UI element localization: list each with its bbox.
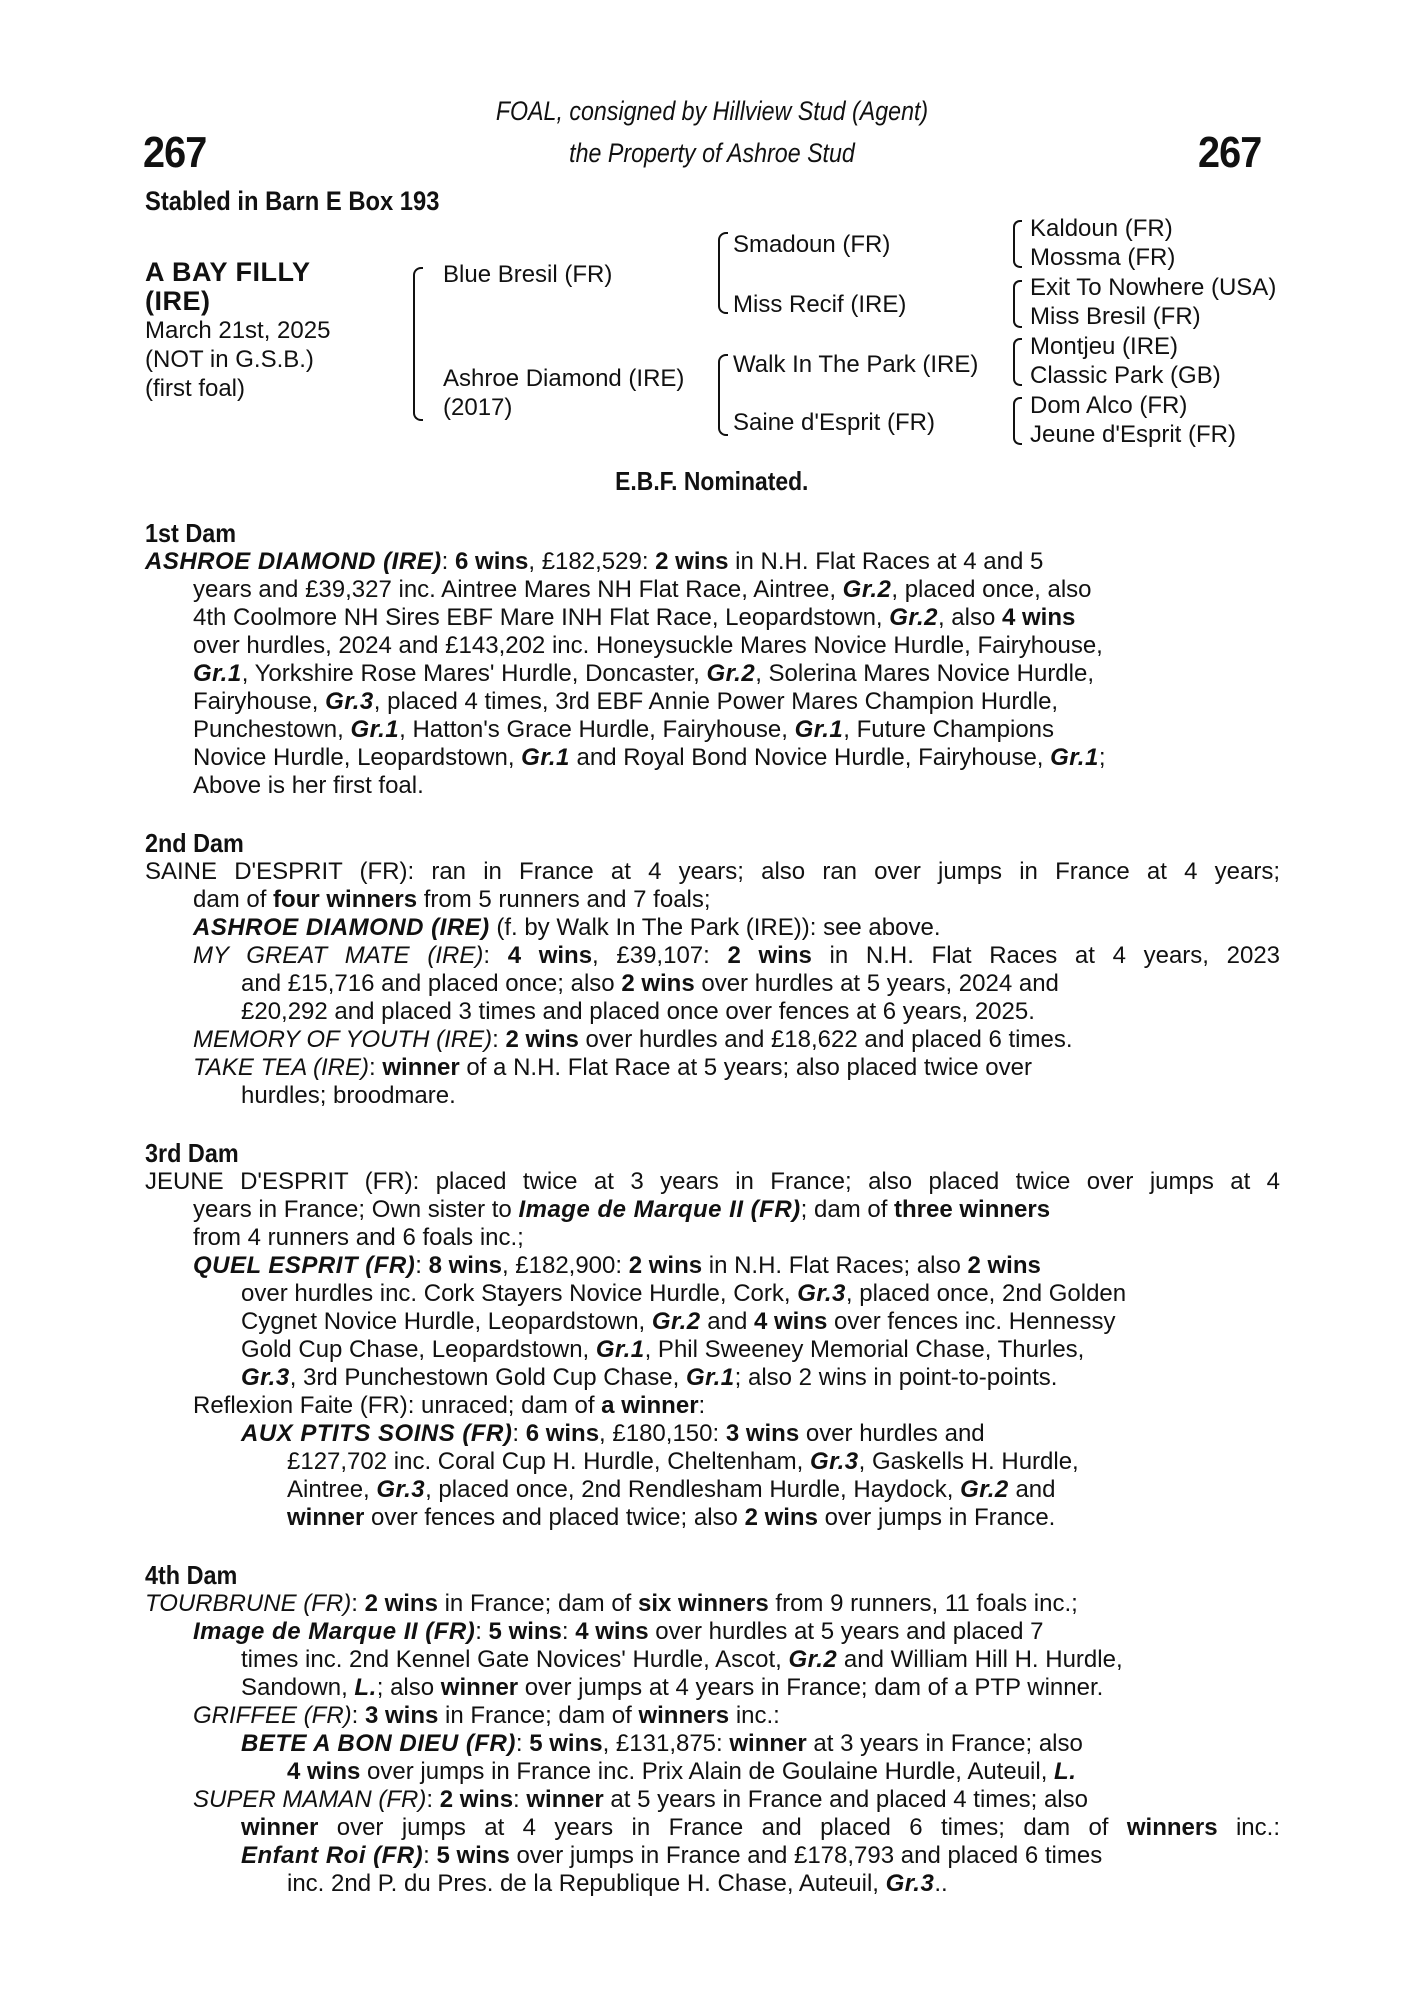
text-line <box>241 1674 1280 1702</box>
text-line <box>193 576 1280 604</box>
line-text: 4th Coolmore NH Sires EBF Mare INH Flat Race, Leopardstown, <box>193 604 890 631</box>
ss-sire: Kaldoun (FR) <box>1030 215 1173 242</box>
emphasis-text: Image de Marque II (FR) <box>193 1618 476 1645</box>
section-title: 4th Dam <box>145 1560 238 1590</box>
emphasis-text: Gr.2 <box>960 1476 1009 1503</box>
line-text: hurdles; broodmare. <box>241 1082 456 1109</box>
line-text: £20,292 and placed 3 times and placed once over fences at 6 years, 2025. <box>241 998 1035 1025</box>
line-text: , £39,107: <box>592 942 728 969</box>
emphasis-text: Gr.2 <box>842 576 892 603</box>
bold-text: 2 wins <box>364 1590 438 1617</box>
ebf-nominated <box>0 466 1424 497</box>
text-line <box>241 1308 1280 1336</box>
line-text: over jumps in France and £178,793 and placed 6 times <box>509 1842 1103 1869</box>
line-text: : <box>351 1590 365 1617</box>
emphasis-text: Gr.1 <box>1050 744 1099 771</box>
line-text: Gold Cup Chase, Leopardstown, <box>241 1336 596 1363</box>
line-text: and William Hill H. Hurdle, <box>837 1646 1123 1673</box>
text-line <box>193 744 1280 772</box>
line-text: : <box>512 1420 526 1447</box>
emphasis-text: Gr.2 <box>788 1646 838 1673</box>
line-text: Fairyhouse, <box>193 688 326 715</box>
emphasis-text: Gr.1 <box>595 1336 645 1363</box>
pedigree-brace <box>718 232 728 314</box>
line-text: ; dam of <box>800 1196 895 1223</box>
line-text: over hurdles, 2024 and £143,202 inc. Honeysuckle Mares Novice Hurdle, Fairyhouse, <box>193 632 1103 659</box>
line-text: : <box>698 1392 706 1419</box>
line-text: : <box>351 1702 365 1729</box>
text-line <box>241 1280 1280 1308</box>
italic-text: MEMORY OF YOUTH (IRE) <box>193 1026 493 1053</box>
line-text: over fences inc. Hennessy <box>827 1308 1116 1335</box>
dam: Ashroe Diamond (IRE) <box>443 365 685 392</box>
emphasis-text: Gr.2 <box>889 604 938 631</box>
bold-text: a winner <box>601 1392 699 1419</box>
italic-text: GRIFFEE (FR) <box>193 1702 352 1729</box>
text-line <box>145 1590 1280 1618</box>
bold-text: 2 wins <box>505 1026 579 1053</box>
text-line <box>193 1392 1280 1420</box>
sd-dam: Miss Bresil (FR) <box>1030 303 1201 330</box>
line-text: ; also 2 wins in point-to-points. <box>734 1364 1058 1391</box>
bold-text: 6 wins <box>525 1420 600 1447</box>
emphasis-text: Gr.1 <box>350 716 400 743</box>
text-line <box>145 548 1280 576</box>
line-text: Aintree, <box>287 1476 377 1503</box>
text-line <box>241 1814 1280 1842</box>
dam-year: (2017) <box>443 394 513 421</box>
line-text: in N.H. Flat Races; also <box>702 1252 968 1279</box>
emphasis-text: Gr.2 <box>651 1308 701 1335</box>
section-1st-dam <box>145 518 1280 800</box>
property-line: the Property of Ashroe Stud <box>569 138 855 168</box>
line-text: and £15,716 and placed once; also <box>241 970 622 997</box>
bold-text: 2 wins <box>439 1786 514 1813</box>
bold-text: winner <box>526 1786 604 1813</box>
text-line <box>193 604 1280 632</box>
text-line <box>193 660 1280 688</box>
line-text: times inc. 2nd Kennel Gate Novices' Hurdle, Ascot, <box>241 1646 789 1673</box>
emphasis-text: AUX PTITS SOINS (FR) <box>241 1420 513 1447</box>
sd-sire: Exit To Nowhere (USA) <box>1030 274 1277 301</box>
emphasis-text: Gr.2 <box>706 660 756 687</box>
text-line <box>241 1730 1280 1758</box>
line-text: in France; dam of <box>437 1590 639 1617</box>
emphasis-text: Gr.3 <box>241 1364 290 1391</box>
line-text: years in France; Own sister to <box>193 1196 519 1223</box>
bold-text: winner <box>287 1504 365 1531</box>
foaling-date: March 21st, 2025 <box>145 317 331 344</box>
bold-text: 3 wins <box>365 1702 439 1729</box>
horse-info <box>145 258 330 403</box>
line-text: from 4 runners and 6 foals inc.; <box>193 1224 524 1251</box>
text-line <box>287 1870 1280 1898</box>
line-text: over hurdles and £18,622 and placed 6 times. <box>578 1026 1073 1053</box>
text-line <box>241 1646 1280 1674</box>
text-line <box>287 1504 1280 1532</box>
bold-text: four winners <box>273 886 418 913</box>
pedigree-brace <box>1013 220 1022 268</box>
text-line <box>193 1196 1280 1224</box>
bold-text: winner <box>440 1674 519 1701</box>
emphasis-text: Gr.1 <box>193 660 242 687</box>
emphasis-text: Gr.3 <box>325 688 374 715</box>
italic-text: TOURBRUNE (FR) <box>145 1590 352 1617</box>
text-line <box>193 1026 1280 1054</box>
line-text: : <box>423 1842 437 1869</box>
text-line <box>193 1054 1280 1082</box>
bold-text: three winners <box>894 1196 1051 1223</box>
line-text: : <box>426 1786 440 1813</box>
line-text: (f. by Walk In The Park (IRE)): see above. <box>489 914 941 941</box>
line-text: : <box>415 1252 429 1279</box>
line-text: over hurdles at 5 years and placed 7 <box>648 1618 1044 1645</box>
line-text: from 9 runners, 11 foals inc.; <box>768 1590 1078 1617</box>
emphasis-text: L. <box>1054 1758 1077 1785</box>
bold-text: 3 wins <box>725 1420 800 1447</box>
text-line <box>193 1252 1280 1280</box>
text-line <box>241 1336 1280 1364</box>
dd-sire: Dom Alco (FR) <box>1030 392 1188 419</box>
line-text: in France; dam of <box>438 1702 639 1729</box>
line-text: ; also <box>376 1674 441 1701</box>
horse-country: (IRE) <box>145 286 211 316</box>
ss-dam: Mossma (FR) <box>1030 244 1176 271</box>
text-line <box>241 1082 1280 1110</box>
text-line <box>287 1758 1280 1786</box>
line-text: and Royal Bond Novice Hurdle, Fairyhouse, <box>569 744 1051 771</box>
line-text: , £180,150: <box>599 1420 726 1447</box>
emphasis-text: Enfant Roi (FR) <box>241 1842 424 1869</box>
italic-text: MY GREAT MATE (IRE) <box>193 942 484 969</box>
line-text: .. <box>934 1870 948 1897</box>
line-text: , Hatton's Grace Hurdle, Fairyhouse, <box>399 716 795 743</box>
emphasis-text: Gr.1 <box>685 1364 735 1391</box>
consignor-line: FOAL, consigned by Hillview Stud (Agent) <box>495 96 929 126</box>
text-line <box>241 998 1280 1026</box>
bold-text: 4 wins <box>575 1618 649 1645</box>
text-line <box>241 1842 1280 1870</box>
section-2nd-dam <box>145 828 1280 1110</box>
line-text: , Gaskells H. Hurdle, <box>858 1448 1079 1475</box>
emphasis-text: ASHROE DIAMOND (IRE) <box>193 914 490 941</box>
text-line <box>193 1224 1280 1252</box>
sire-sire: Smadoun (FR) <box>733 231 891 258</box>
line-text: over jumps in France. <box>817 1504 1056 1531</box>
pedigree-brace <box>1013 280 1022 328</box>
text-line <box>287 1448 1280 1476</box>
line-text: : <box>441 548 456 575</box>
line-text: over hurdles and <box>799 1420 985 1447</box>
line-text: Above is her first foal. <box>193 772 424 799</box>
line-text: and <box>700 1308 754 1335</box>
horse-name: A BAY FILLY <box>145 257 311 287</box>
bold-text: 2 wins <box>628 1252 703 1279</box>
emphasis-text: Gr.1 <box>521 744 570 771</box>
bold-text: 5 wins <box>529 1730 603 1757</box>
bold-text: 2 wins <box>967 1252 1041 1279</box>
text-line <box>145 858 1280 886</box>
line-text: of a N.H. Flat Race at 5 years; also placed twice over <box>459 1054 1032 1081</box>
text-line <box>241 1420 1280 1448</box>
italic-text: SUPER MAMAN (FR) <box>193 1786 427 1813</box>
line-text: : <box>475 1618 489 1645</box>
line-text: , £182,529: <box>528 548 656 575</box>
section-title: 2nd Dam <box>145 828 244 858</box>
line-text: £127,702 inc. Coral Cup H. Hurdle, Cheltenham, <box>287 1448 810 1475</box>
bold-text: six winners <box>638 1590 769 1617</box>
line-text: , Future Champions <box>843 716 1055 743</box>
text-line <box>193 1786 1280 1814</box>
bold-text: winner <box>382 1054 460 1081</box>
emphasis-text: Image de Marque II (FR) <box>518 1196 801 1223</box>
emphasis-text: L. <box>354 1674 377 1701</box>
ebf-label: E.B.F. Nominated. <box>615 466 809 496</box>
bold-text: 4 wins <box>287 1758 361 1785</box>
text-line <box>193 1618 1280 1646</box>
bold-text: 6 wins <box>455 548 529 575</box>
text-line <box>145 1168 1280 1196</box>
stabled-location: Stabled in Barn E Box 193 <box>145 186 440 216</box>
bold-text: 8 wins <box>428 1252 502 1279</box>
emphasis-text: BETE A BON DIEU (FR) <box>241 1730 516 1757</box>
text-line <box>193 772 1280 800</box>
text-line <box>193 716 1280 744</box>
bold-text: winner <box>729 1730 807 1757</box>
emphasis-text: Gr.1 <box>794 716 844 743</box>
line-text: over hurdles at 5 years, 2024 and <box>694 970 1059 997</box>
line-text: , Solerina Mares Novice Hurdle, <box>755 660 1095 687</box>
text-line <box>241 970 1280 998</box>
sire-dam: Miss Recif (IRE) <box>733 291 907 318</box>
line-text: Reflexion Faite (FR): unraced; dam of <box>193 1392 602 1419</box>
text-line <box>193 1702 1280 1730</box>
line-text: in N.H. Flat Races at 4 years, 2023 <box>811 942 1281 969</box>
line-text: and <box>1008 1476 1056 1503</box>
line-text: , placed once, 2nd Rendlesham Hurdle, Haydock, <box>425 1476 961 1503</box>
bold-text: winner <box>241 1814 319 1841</box>
line-text: : <box>561 1618 576 1645</box>
pedigree-brace <box>413 267 423 421</box>
line-text: , also <box>937 604 1002 631</box>
line-text: over fences and placed twice; also <box>364 1504 745 1531</box>
line-text: from 5 runners and 7 foals; <box>417 886 711 913</box>
bold-text: 4 wins <box>753 1308 828 1335</box>
ds-dam: Classic Park (GB) <box>1030 362 1221 389</box>
line-text: Cygnet Novice Hurdle, Leopardstown, <box>241 1308 652 1335</box>
bold-text: 2 wins <box>727 942 812 969</box>
gsb-status: (NOT in G.S.B.) <box>145 346 314 373</box>
line-text: over jumps at 4 years in France; dam of a PTP winner. <box>518 1674 1104 1701</box>
section-title: 1st Dam <box>145 518 237 548</box>
section-3rd-dam <box>145 1138 1280 1532</box>
emphasis-text: Gr.3 <box>809 1448 859 1475</box>
line-text: : <box>515 1730 530 1757</box>
dam-sire: Walk In The Park (IRE) <box>733 351 979 378</box>
pedigree-brace <box>1013 397 1022 445</box>
text-line <box>193 632 1280 660</box>
line-text: Punchestown, <box>193 716 351 743</box>
bold-text: winners <box>1126 1814 1218 1841</box>
line-text: , Phil Sweeney Memorial Chase, Thurles, <box>644 1336 1085 1363</box>
line-text: : <box>492 1026 506 1053</box>
line-text: over hurdles inc. Cork Stayers Novice Hurdle, Cork, <box>241 1280 798 1307</box>
line-text: , placed 4 times, 3rd EBF Annie Power Mares Champion Hurdle, <box>373 688 1059 715</box>
foal-note: (first foal) <box>145 375 246 402</box>
lot-number-left: 267 <box>143 128 207 177</box>
emphasis-text: QUEL ESPRIT (FR) <box>193 1252 416 1279</box>
dam-dam: Saine d'Esprit (FR) <box>733 409 935 436</box>
line-text: , Yorkshire Rose Mares' Hurdle, Doncaster, <box>241 660 707 687</box>
emphasis-text: Gr.3 <box>376 1476 426 1503</box>
pedigree-brace <box>718 354 728 436</box>
line-text: , £131,875: <box>602 1730 730 1757</box>
bold-text: winners <box>638 1702 730 1729</box>
bold-text: 2 wins <box>621 970 695 997</box>
dd-dam: Jeune d'Esprit (FR) <box>1030 421 1236 448</box>
text-line <box>241 1364 1280 1392</box>
line-text: ; <box>1098 744 1106 771</box>
section-4th-dam <box>145 1560 1280 1898</box>
line-text: inc.: <box>1217 1814 1280 1841</box>
line-text: over jumps in France inc. Prix Alain de Goulaine Hurdle, Auteuil, <box>360 1758 1055 1785</box>
text-line <box>287 1476 1280 1504</box>
line-text: , £182,900: <box>501 1252 629 1279</box>
line-text: at 5 years in France and placed 4 times; also <box>603 1786 1088 1813</box>
bold-text: 2 wins <box>744 1504 818 1531</box>
emphasis-text: Gr.3 <box>885 1870 935 1897</box>
text-line <box>193 886 1280 914</box>
line-text: Novice Hurdle, Leopardstown, <box>193 744 522 771</box>
line-text: : <box>483 942 508 969</box>
line-text: SAINE D'ESPRIT (FR): ran in France at 4 years; also ran over jumps in France at 4 years; <box>145 858 1280 885</box>
line-text: JEUNE D'ESPRIT (FR): placed twice at 3 years in France; also placed twice over jumps at 4 <box>145 1168 1281 1195</box>
text-line <box>193 942 1280 970</box>
line-text: in N.H. Flat Races at 4 and 5 <box>728 548 1044 575</box>
line-text: at 3 years in France; also <box>806 1730 1083 1757</box>
bold-text: 4 wins <box>1002 604 1076 631</box>
line-text: , placed once, also <box>891 576 1092 603</box>
bold-text: 5 wins <box>436 1842 510 1869</box>
emphasis-text: ASHROE DIAMOND (IRE) <box>145 548 442 575</box>
emphasis-text: Gr.3 <box>797 1280 846 1307</box>
line-text: : <box>369 1054 383 1081</box>
line-text: : <box>513 1786 527 1813</box>
ds-sire: Montjeu (IRE) <box>1030 333 1179 360</box>
line-text: over jumps at 4 years in France and placed 6 times; dam of <box>318 1814 1127 1841</box>
line-text: inc. 2nd P. du Pres. de la Republique H. Chase, Auteuil, <box>287 1870 886 1897</box>
pedigree-brace <box>1013 338 1022 386</box>
sire: Blue Bresil (FR) <box>443 261 613 288</box>
line-text: , placed once, 2nd Golden <box>845 1280 1127 1307</box>
line-text: inc.: <box>729 1702 780 1729</box>
line-text: years and £39,327 inc. Aintree Mares NH Flat Race, Aintree, <box>193 576 843 603</box>
section-title: 3rd Dam <box>145 1138 239 1168</box>
text-line <box>193 914 1280 942</box>
lot-number-right: 267 <box>1198 128 1262 177</box>
bold-text: 2 wins <box>655 548 729 575</box>
bold-text: 4 wins <box>507 942 593 969</box>
line-text: dam of <box>193 886 274 913</box>
line-text: Sandown, <box>241 1674 355 1701</box>
italic-text: TAKE TEA (IRE) <box>193 1054 370 1081</box>
line-text: , 3rd Punchestown Gold Cup Chase, <box>289 1364 686 1391</box>
bold-text: 5 wins <box>488 1618 562 1645</box>
text-line <box>193 688 1280 716</box>
